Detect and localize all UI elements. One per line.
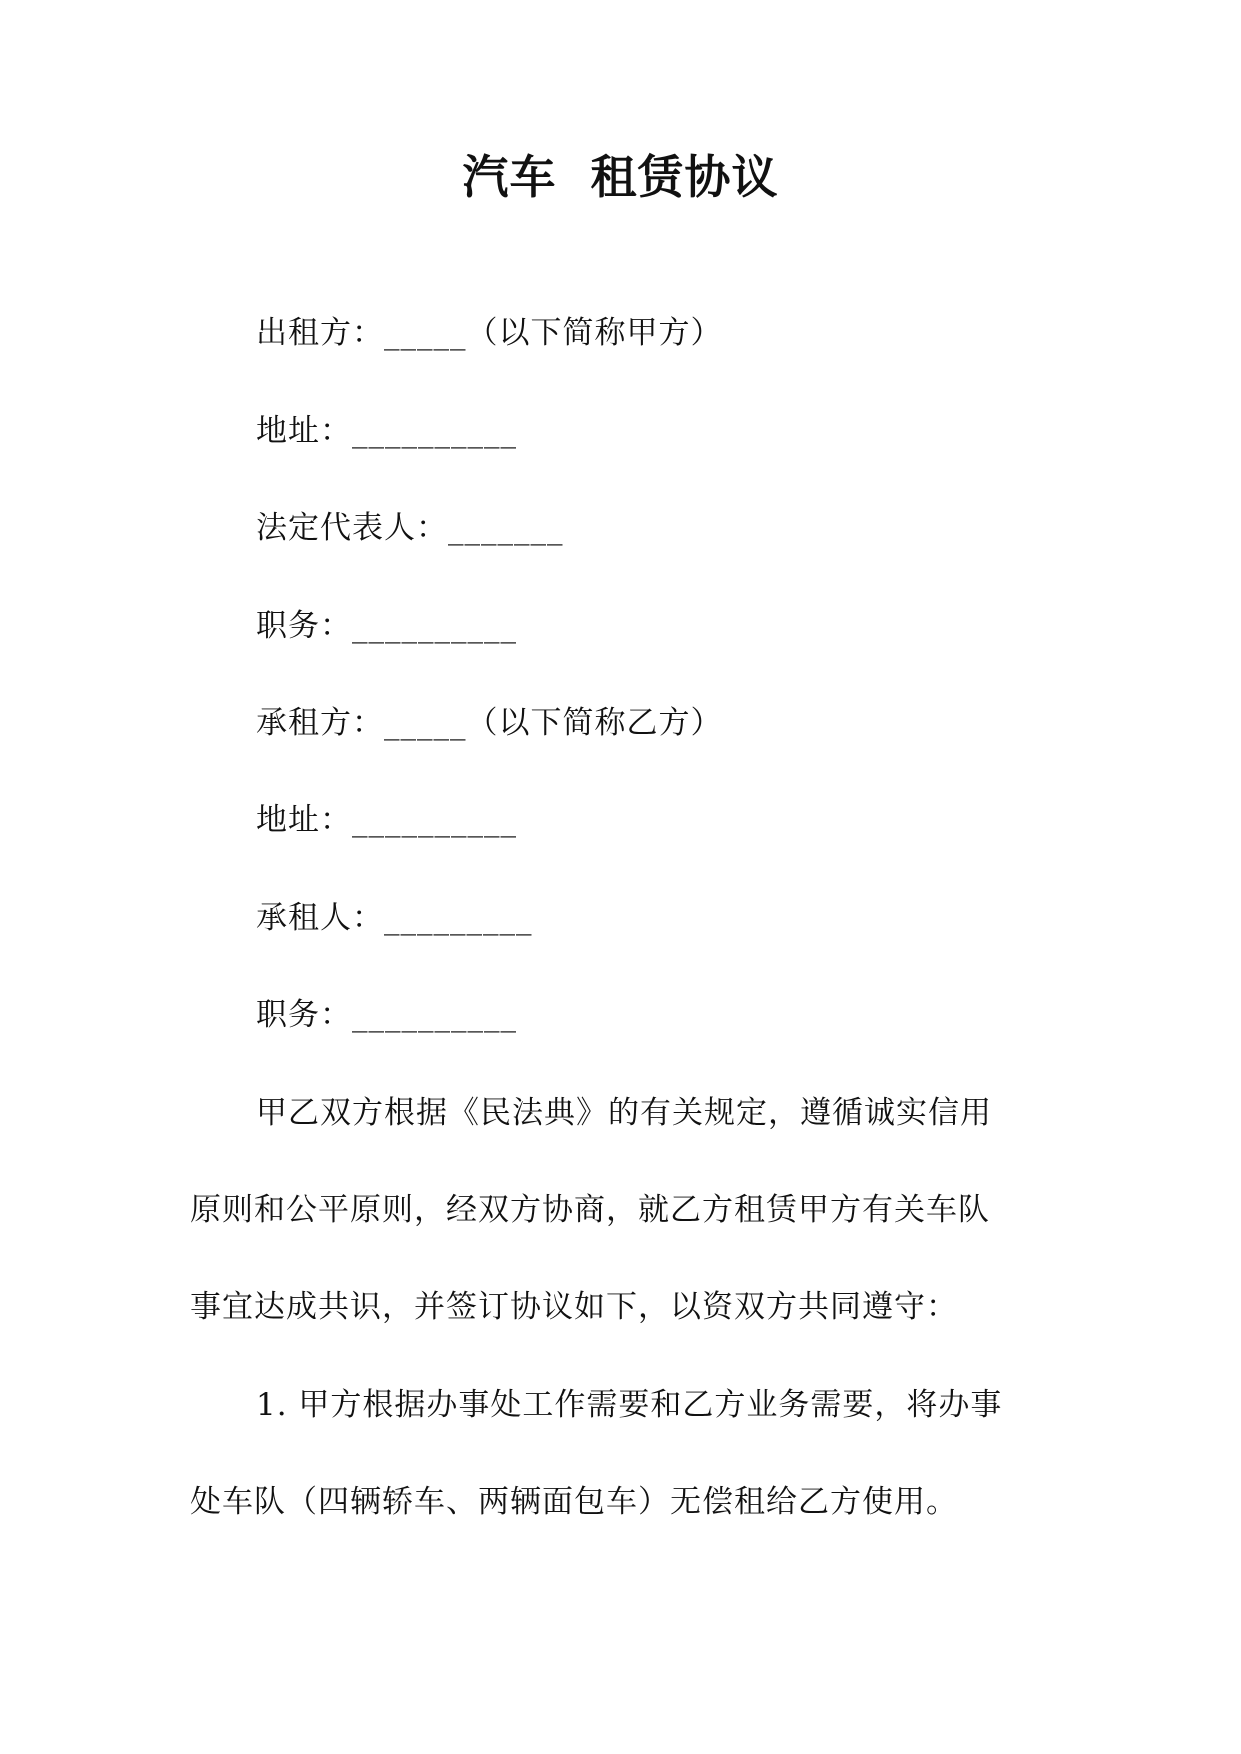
lessor-position-field: 职务：__________ [256, 608, 517, 644]
document-title: 汽车 租赁协议 [462, 150, 779, 204]
lessor-field: 出租方：_____（以下简称甲方） [256, 315, 723, 351]
lessee-person-field: 承租人：_________ [256, 900, 533, 936]
preamble-line: 原则和公平原则，经双方协商，就乙方租赁甲方有关车队 [190, 1192, 990, 1228]
preamble-line: 甲乙双方根据《民法典》的有关规定，遵循诚实信用 [256, 1095, 992, 1131]
lessee-field: 承租方：_____（以下简称乙方） [256, 705, 723, 741]
lessee-position-field: 职务：__________ [256, 997, 517, 1033]
clause-1-line: 1. 甲方根据办事处工作需要和乙方业务需要，将办事 [256, 1387, 1003, 1423]
lessee-address-field: 地址：__________ [256, 802, 517, 838]
lessor-address-field: 地址：__________ [256, 413, 517, 449]
preamble-line: 事宜达成共识，并签订协议如下，以资双方共同遵守： [190, 1289, 958, 1325]
clause-1-line: 处车队（四辆轿车、两辆面包车）无偿租给乙方使用。 [190, 1484, 958, 1520]
legal-representative-field: 法定代表人：_______ [256, 510, 564, 546]
